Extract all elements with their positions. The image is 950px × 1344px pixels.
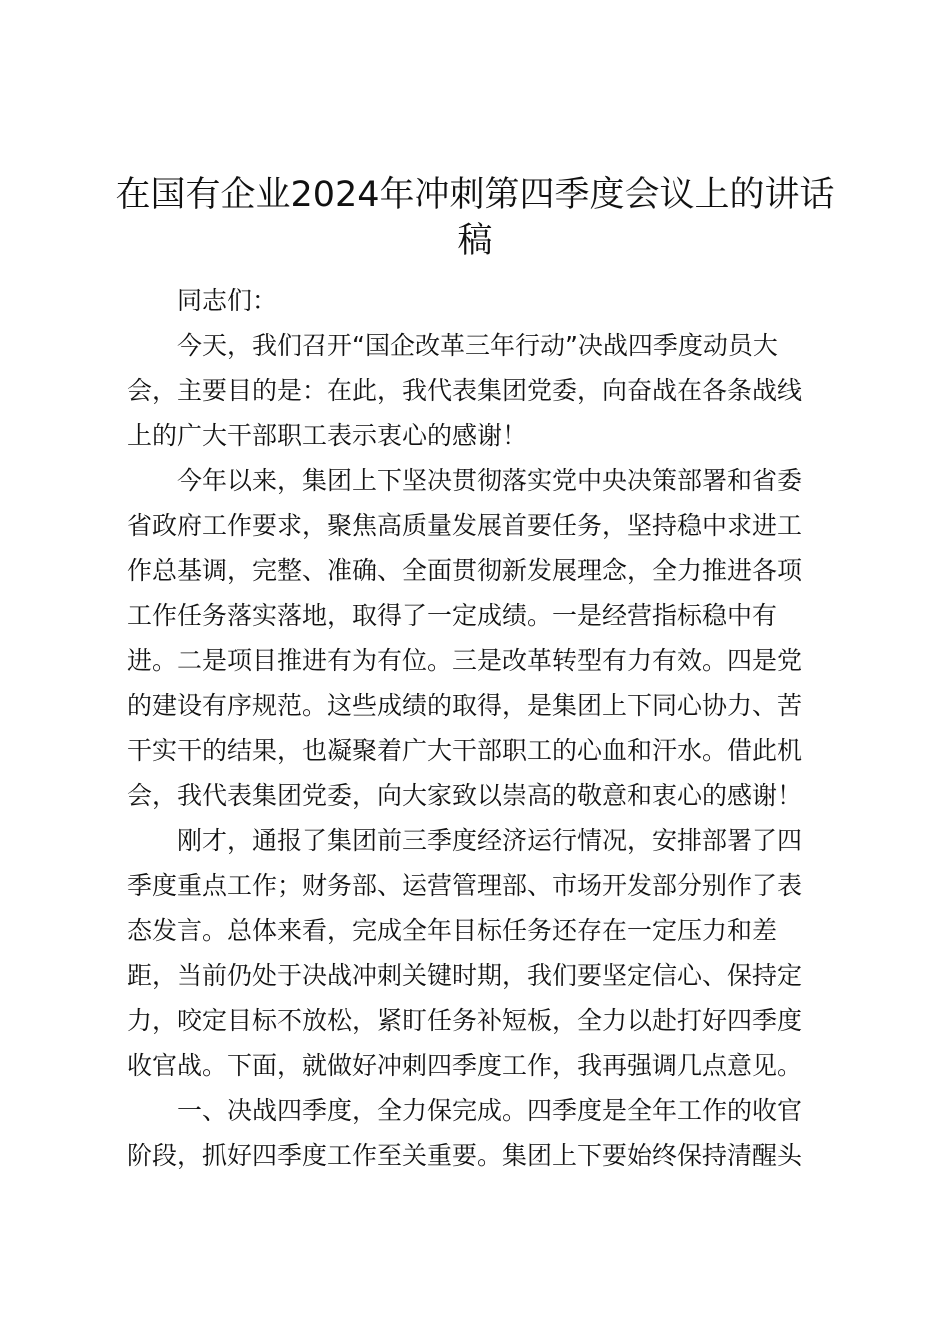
paragraph-line: 一、决战四季度，全力保完成。四季度是全年工作的收官 <box>177 1096 803 1125</box>
paragraph-line: 的建设有序规范。这些成绩的取得，是集团上下同心协力、苦 <box>127 691 803 720</box>
paragraph-line: 会，主要目的是：在此，我代表集团党委，向奋战在各条战线 <box>127 376 803 405</box>
paragraph-line: 今年以来，集团上下坚决贯彻落实党中央决策部署和省委 <box>177 466 803 495</box>
paragraph-1 <box>127 323 820 458</box>
paragraph-2 <box>127 458 820 818</box>
paragraph-line: 省政府工作要求，聚焦高质量发展首要任务，坚持稳中求进工 <box>127 511 803 540</box>
paragraph-line: 态发言。总体来看，完成全年目标任务还存在一定压力和差 <box>127 916 778 945</box>
paragraph-line: 季度重点工作；财务部、运营管理部、市场开发部分别作了表 <box>127 871 803 900</box>
paragraph-line: 收官战。下面，就做好冲刺四季度工作，我再强调几点意见。 <box>127 1051 803 1080</box>
paragraph-line: 进。二是项目推进有为有位。三是改革转型有力有效。四是党 <box>127 646 803 675</box>
paragraph-line: 今天，我们召开“国企改革三年行动”决战四季度动员大 <box>177 331 778 360</box>
paragraph-line: 力，咬定目标不放松，紧盯任务补短板，全力以赴打好四季度 <box>127 1006 803 1035</box>
paragraph-line: 阶段，抓好四季度工作至关重要。集团上下要始终保持清醒头 <box>127 1141 803 1170</box>
salutation: 同志们： <box>177 286 278 315</box>
document-title: 在国有企业2024年冲刺第四季度会议上的讲话稿 <box>115 175 835 261</box>
paragraph-line: 会，我代表集团党委，向大家致以崇高的敬意和衷心的感谢！ <box>127 781 803 810</box>
paragraph-line: 刚才，通报了集团前三季度经济运行情况，安排部署了四 <box>177 826 803 855</box>
paragraph-line: 上的广大干部职工表示衷心的感谢！ <box>127 421 528 450</box>
paragraph-line: 距，当前仍处于决战冲刺关键时期，我们要坚定信心、保持定 <box>127 961 803 990</box>
paragraph-line: 作总基调，完整、准确、全面贯彻新发展理念，全力推进各项 <box>127 556 803 585</box>
paragraph-3 <box>127 818 820 1088</box>
document-body <box>127 278 820 1178</box>
paragraph-4 <box>127 1088 820 1178</box>
paragraph-line: 干实干的结果，也凝聚着广大干部职工的心血和汗水。借此机 <box>127 736 803 765</box>
paragraph-line: 工作任务落实落地，取得了一定成绩。一是经营指标稳中有 <box>127 601 778 630</box>
